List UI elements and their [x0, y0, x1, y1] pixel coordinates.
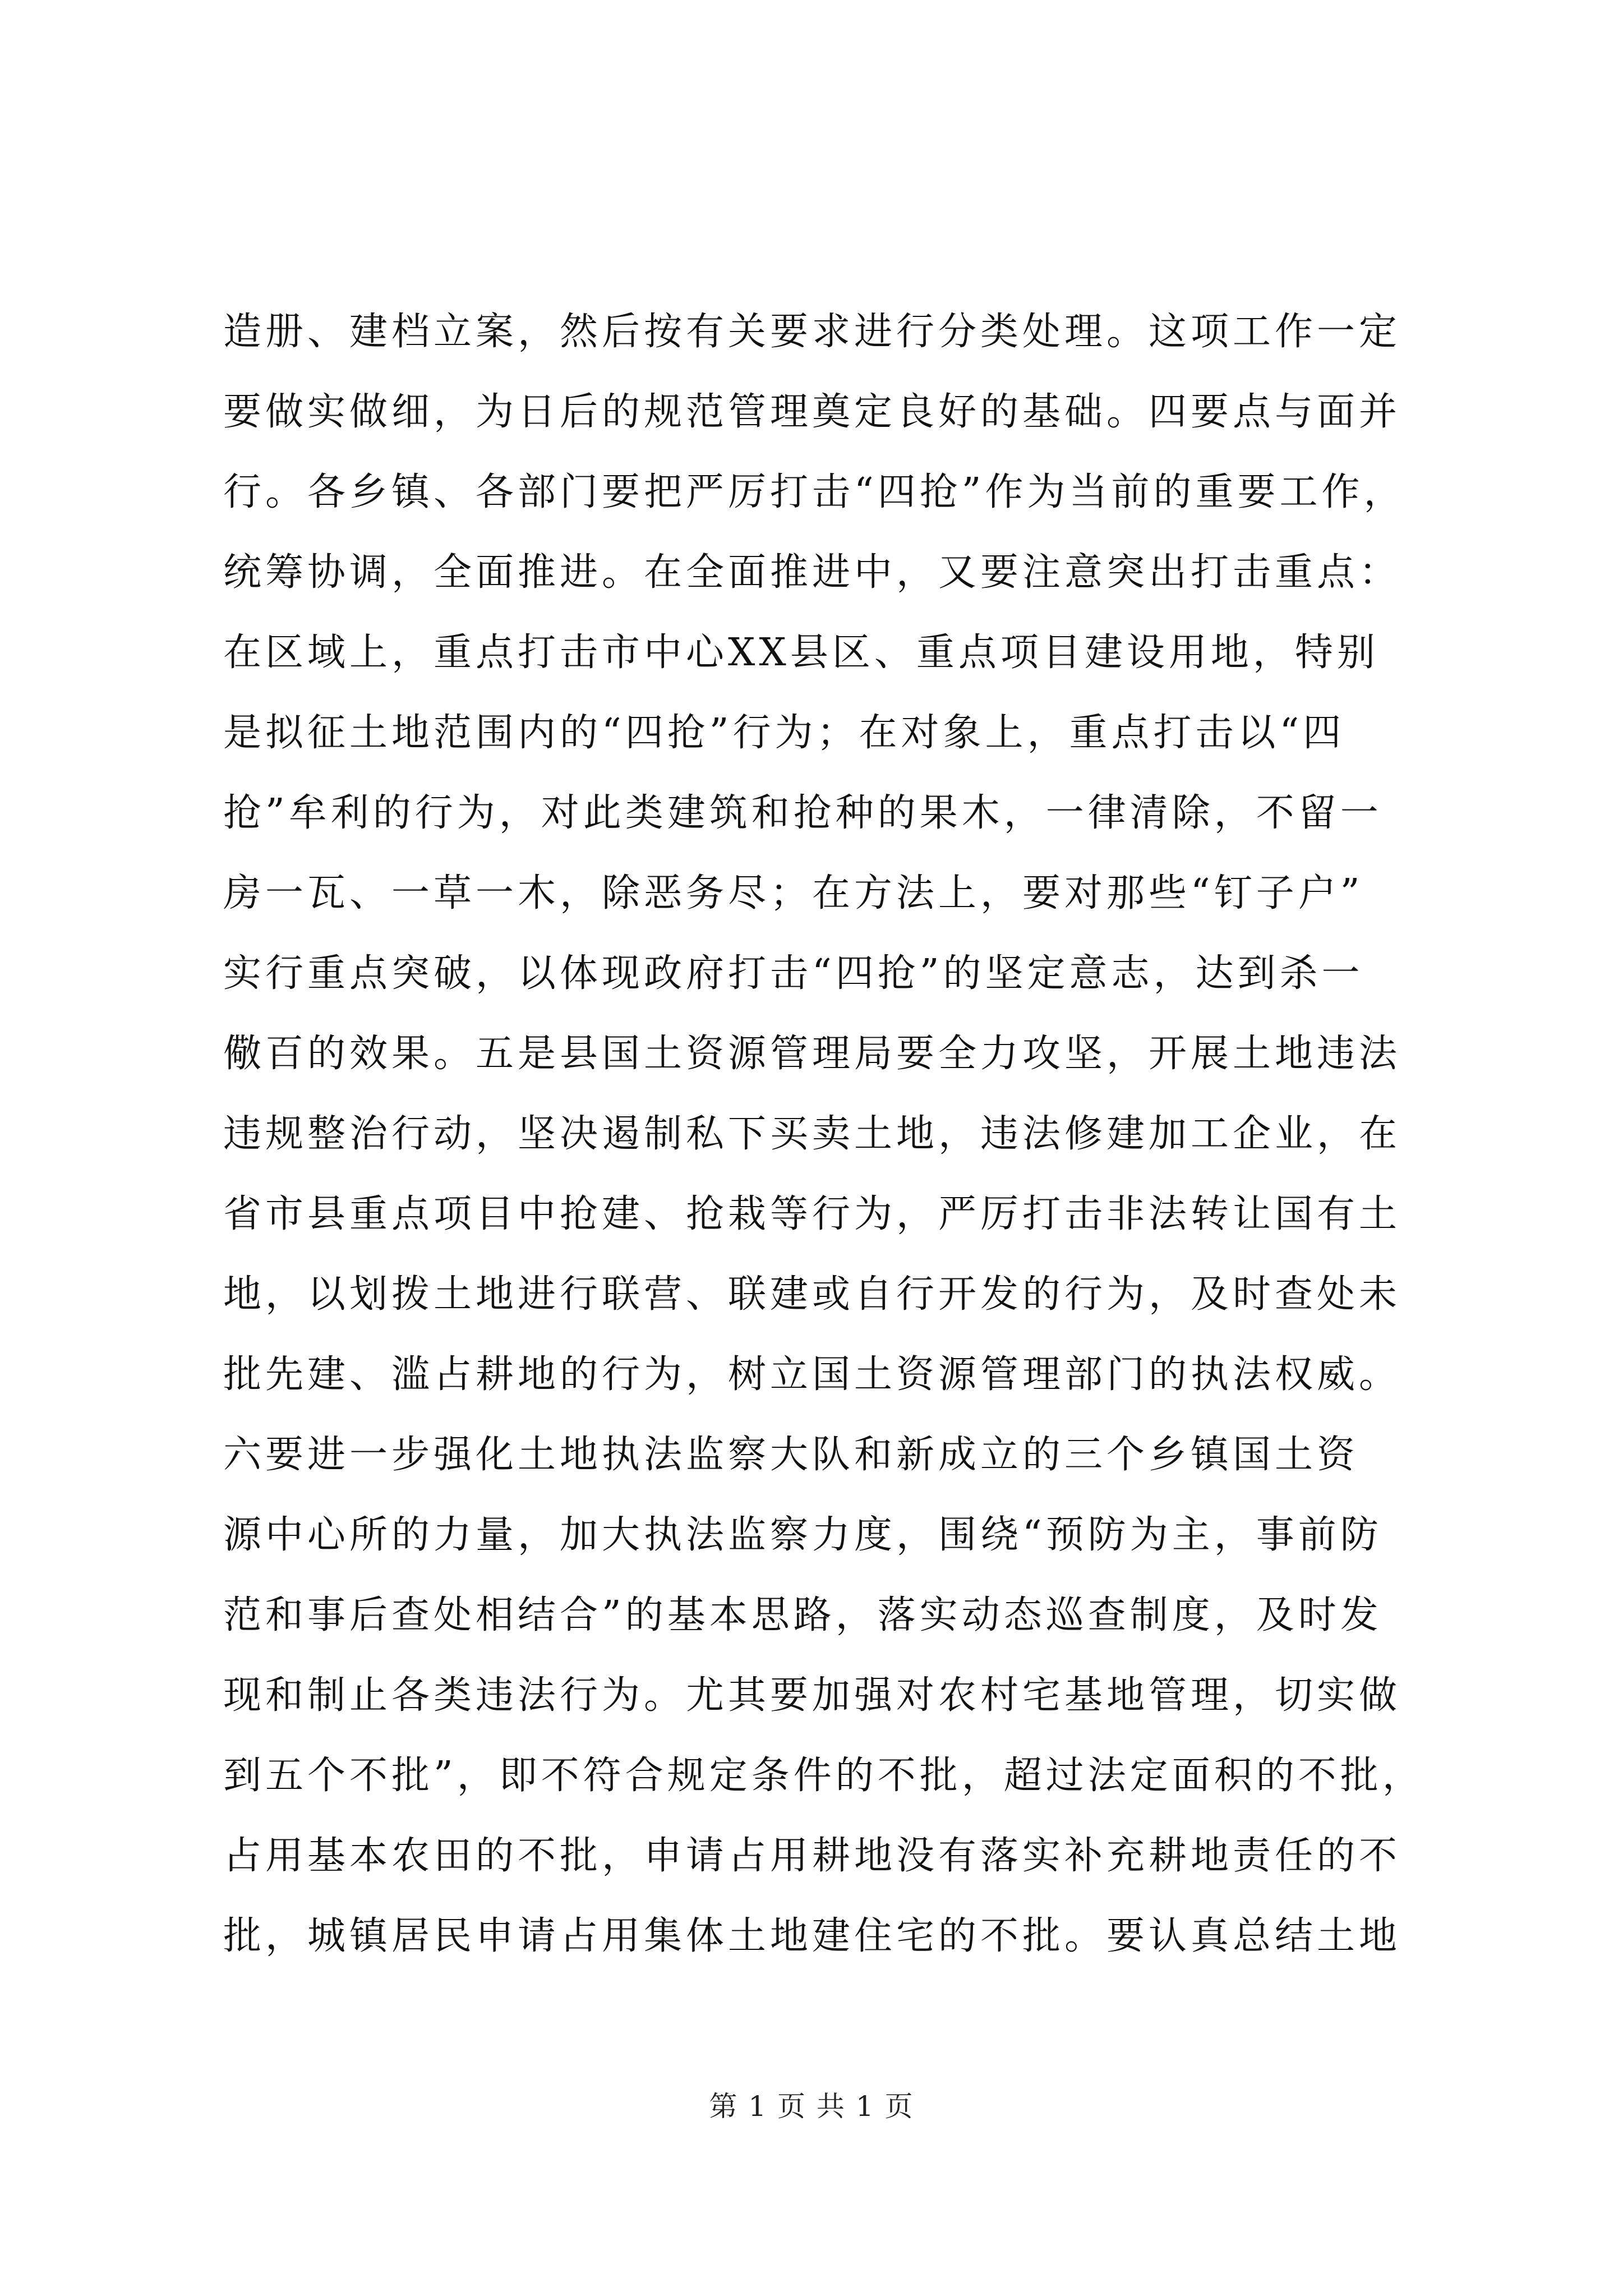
page-number-footer: 第 1 页 共 1 页 [709, 2090, 914, 2123]
text-line: 房一瓦、一草一木，除恶务尽；在方法上，要对那些“钉子户” [223, 871, 1364, 915]
text-line: 统筹协调，全面推进。在全面推进中，又要注意突出打击重点： [223, 550, 1401, 595]
text-line: 占用基本农田的不批，申请占用耕地没有落实补充耕地责任的不 [223, 1834, 1401, 1878]
text-line: 现和制止各类违法行为。尤其要加强对农村宅基地管理，切实做 [223, 1673, 1401, 1718]
text-line: 是拟征土地范围内的“四抢”行为；在对象上，重点打击以“四 [223, 711, 1345, 755]
text-line: 批，城镇居民申请占用集体土地建住宅的不批。要认真总结土地 [223, 1914, 1401, 1958]
text-line: 范和事后查处相结合”的基本思路，落实动态巡查制度，及时发 [223, 1593, 1382, 1637]
text-line: 行。各乡镇、各部门要把严厉打击“四抢”作为当前的重要工作， [223, 470, 1406, 514]
text-line: 要做实做细，为日后的规范管理奠定良好的基础。四要点与面并 [223, 390, 1401, 434]
text-line: 违规整治行动，坚决遏制私下买卖土地，违法修建加工企业，在 [223, 1112, 1401, 1156]
text-line: 源中心所的力量，加大执法监察力度，围绕“预防为主，事前防 [223, 1513, 1382, 1557]
text-line: 省市县重点项目中抢建、抢栽等行为，严厉打击非法转让国有土 [223, 1192, 1401, 1236]
text-line: 到五个不批”，即不符合规定条件的不批，超过法定面积的不批， [223, 1754, 1424, 1798]
text-line: 儆百的效果。五是县国土资源管理局要全力攻坚，开展土地违法 [223, 1032, 1401, 1076]
text-line: 抢”牟利的行为，对此类建筑和抢种的果木，一律清除，不留一 [223, 791, 1382, 835]
text-line: 批先建、滥占耕地的行为，树立国土资源管理部门的执法权威。 [223, 1352, 1401, 1397]
text-line: 造册、建档立案，然后按有关要求进行分类处理。这项工作一定 [223, 310, 1401, 354]
document-body [223, 292, 1424, 1976]
text-line: 六要进一步强化土地执法监察大队和新成立的三个乡镇国土资 [223, 1433, 1359, 1477]
text-line: 实行重点突破，以体现政府打击“四抢”的坚定意志，达到杀一 [223, 951, 1364, 996]
text-line: 在区域上，重点打击市中心XX县区、重点项目建设用地，特别 [223, 631, 1379, 675]
text-line: 地，以划拨土地进行联营、联建或自行开发的行为，及时查处未 [223, 1272, 1401, 1317]
